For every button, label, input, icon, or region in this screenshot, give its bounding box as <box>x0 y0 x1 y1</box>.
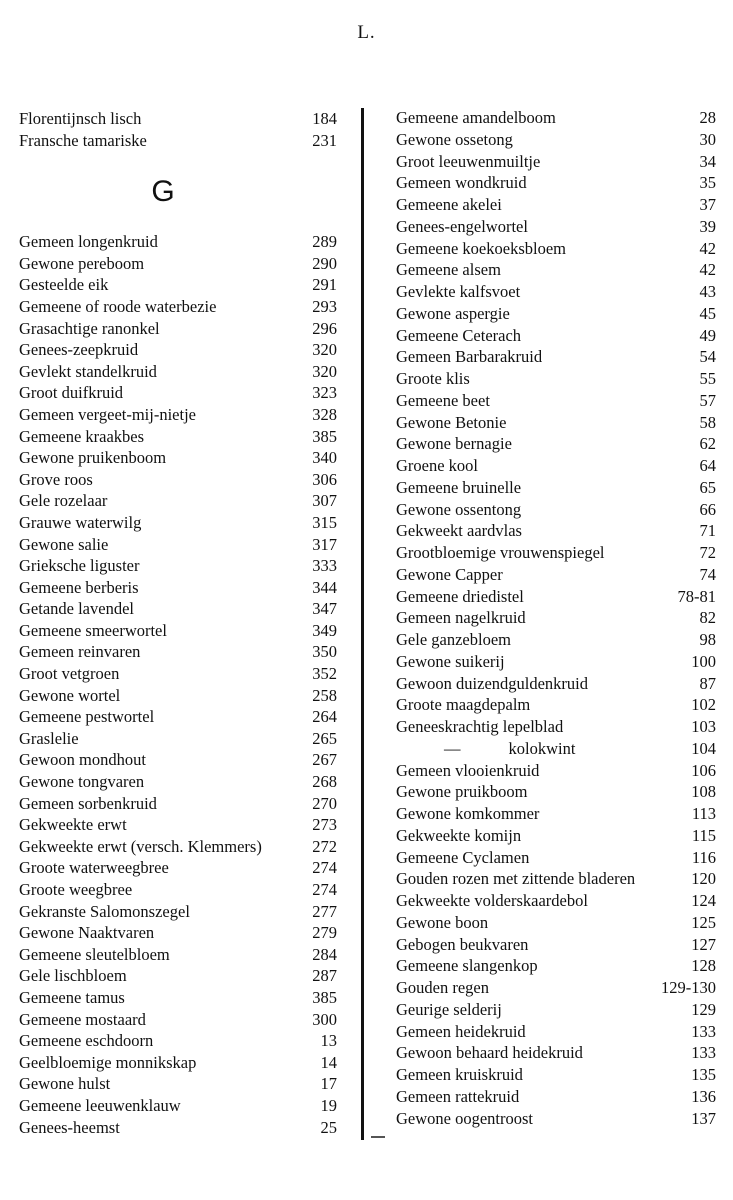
index-entry <box>19 988 337 1010</box>
index-entry <box>19 880 337 902</box>
index-entry <box>19 405 337 427</box>
entry-page-number: 129 <box>691 999 716 1019</box>
entry-page-number: 42 <box>699 238 716 258</box>
entry-term: Gekranste Salomonszegel <box>19 901 190 921</box>
entry-term: Gemeene amandelboom <box>396 108 556 127</box>
index-entry <box>19 1096 337 1118</box>
entry-term: Gemeene leeuwenklauw <box>19 1095 181 1115</box>
entry-term: Gouden rozen met zittende bladeren <box>396 869 636 889</box>
entry-term: Gewone pruikenboom <box>19 448 167 468</box>
entry-page-number: 124 <box>691 891 716 910</box>
entry-page-number: 17 <box>320 1074 337 1094</box>
index-entry <box>396 935 716 957</box>
index-entry <box>19 729 337 751</box>
index-entry <box>396 108 716 130</box>
index-entry <box>19 275 337 297</box>
entry-page-number: 284 <box>312 944 337 964</box>
entry-term: Graslelie <box>19 728 79 748</box>
entry-term: Gewone pruikboom <box>396 782 528 802</box>
index-entry <box>396 369 716 391</box>
entry-page-number: 290 <box>312 253 337 273</box>
index-entry <box>396 1043 716 1065</box>
entry-term: Fransche tamariske <box>19 130 147 150</box>
entry-term: Gemeene pestwortel <box>19 707 155 727</box>
index-entry <box>396 217 716 239</box>
entry-page-number: 25 <box>320 1117 337 1137</box>
entry-term: Gewone bernagie <box>396 434 512 454</box>
index-entry <box>396 978 716 1000</box>
entry-term: Gele rozelaar <box>19 491 108 511</box>
entry-page-number: 35 <box>699 173 716 193</box>
entry-page-number: 385 <box>312 987 337 1007</box>
entry-page-number: 45 <box>699 303 716 323</box>
entry-page-number: 57 <box>699 390 716 410</box>
entry-page-number: 58 <box>699 412 716 432</box>
entry-term: Gesteelde eik <box>19 275 109 295</box>
entry-term: Groot duifkruid <box>19 383 124 403</box>
entry-term: Geneeskrachtig lepelblad <box>396 717 564 736</box>
entry-page-number: 333 <box>312 556 337 576</box>
index-entry <box>396 608 716 630</box>
index-entry <box>19 1074 337 1096</box>
entry-term-group <box>396 739 691 759</box>
entry-page-number: 78-81 <box>677 586 716 606</box>
entry-page-number: 113 <box>691 804 716 823</box>
entry-term: Gemeene slangenkop <box>396 956 538 976</box>
entry-term: Groote klis <box>396 369 470 388</box>
entry-page-number: 135 <box>691 1065 716 1084</box>
entry-term: Gewone ossetong <box>396 129 513 149</box>
entry-term: Groot leeuwenmuiltje <box>396 151 541 171</box>
index-column-left <box>19 109 337 1139</box>
entry-term: Gemeen vergeet-mij-nietje <box>19 404 196 424</box>
entry-term: Gewone ossentong <box>396 499 522 519</box>
index-entry <box>396 282 716 304</box>
index-entry <box>19 297 337 319</box>
entry-page-number: 65 <box>699 477 716 497</box>
index-entry <box>396 848 716 870</box>
index-entry <box>19 750 337 772</box>
index-entry <box>396 413 716 435</box>
entry-page-number: 37 <box>699 195 716 214</box>
entry-term: Gemeene driedistel <box>396 586 524 606</box>
entry-page-number: 39 <box>699 216 716 236</box>
entry-page-number: 137 <box>691 1108 716 1128</box>
entry-page-number: 320 <box>312 361 337 381</box>
entry-page-number: 323 <box>312 383 337 403</box>
entry-page-number: 34 <box>699 151 716 171</box>
entry-term: Gemeene mostaard <box>19 1009 146 1029</box>
entry-page-number: 274 <box>312 880 337 899</box>
entry-term: Gemeene akelei <box>396 195 502 214</box>
index-entry <box>396 652 716 674</box>
index-entry <box>19 945 337 967</box>
entry-page-number: 317 <box>312 534 337 554</box>
entry-page-number: 116 <box>691 847 716 867</box>
entry-term: Gekweekt aardvlas <box>396 521 522 541</box>
index-entry <box>396 1000 716 1022</box>
entry-term: Gemeen vlooienkruid <box>396 760 540 780</box>
entry-term: Gouden regen <box>396 978 490 997</box>
index-entry <box>19 232 337 254</box>
entry-page-number: 128 <box>691 956 716 976</box>
index-entry <box>396 195 716 217</box>
entry-page-number: 291 <box>312 275 337 295</box>
entry-term: Gemeene koekoeksbloem <box>396 238 566 258</box>
entry-page-number: 87 <box>699 673 716 693</box>
entry-page-number: 279 <box>312 923 337 943</box>
entry-term: Gewone salie <box>19 534 109 554</box>
entry-page-number: 272 <box>312 836 337 856</box>
entry-term: Gemeen rattekruid <box>396 1086 520 1106</box>
index-entry <box>19 837 337 859</box>
index-entry <box>19 362 337 384</box>
index-entry <box>396 152 716 174</box>
divider-foot-mark <box>371 1136 385 1138</box>
index-entry <box>19 109 337 131</box>
index-entry <box>19 535 337 557</box>
entry-page-number: 340 <box>312 448 337 468</box>
entry-page-number: 120 <box>691 869 716 889</box>
entry-page-number: 127 <box>691 934 716 954</box>
entry-term: Genees-zeepkruid <box>19 340 139 360</box>
entry-term: Gewone komkommer <box>396 804 540 823</box>
entry-term: Groote maagdepalm <box>396 695 531 715</box>
entry-term: Groote waterweegbree <box>19 858 169 878</box>
entry-term: Gemeene eschdoorn <box>19 1031 154 1051</box>
entry-term: Gewoon mondhout <box>19 750 146 770</box>
entry-term: Gewone Naaktvaren <box>19 923 155 943</box>
entry-page-number: 42 <box>699 260 716 280</box>
entry-page-number: 14 <box>320 1052 337 1072</box>
page-header: L. <box>357 22 376 43</box>
entry-term: Gemeen Barbarakruid <box>396 347 543 367</box>
entry-term: Gele ganzebloem <box>396 630 511 649</box>
entry-term: Geurige selderij <box>396 999 502 1019</box>
index-entry <box>396 826 716 848</box>
entry-page-number: 385 <box>312 426 337 446</box>
index-entry <box>396 674 716 696</box>
index-entry <box>19 578 337 600</box>
entry-page-number: 98 <box>699 630 716 649</box>
index-entry <box>396 695 716 717</box>
index-entry <box>19 664 337 686</box>
entry-page-number: 115 <box>691 825 716 845</box>
entry-term: Gemeene Ceterach <box>396 325 522 345</box>
index-column-right <box>396 108 716 1130</box>
entry-term: Gewone oogentroost <box>396 1108 534 1128</box>
index-entry <box>19 966 337 988</box>
index-entry <box>396 391 716 413</box>
entry-term: Gemeene of roode waterbezie <box>19 296 217 316</box>
entry-page-number: 129-130 <box>661 978 716 997</box>
entry-page-number: 231 <box>312 130 337 150</box>
index-entry <box>396 869 716 891</box>
index-entry <box>396 565 716 587</box>
entry-term: Grauwe waterwilg <box>19 512 142 532</box>
entry-term: Gevlekte kalfsvoet <box>396 282 521 301</box>
index-entry <box>396 1087 716 1109</box>
index-entry <box>396 500 716 522</box>
entry-term: Genees-engelwortel <box>396 216 528 236</box>
entry-page-number: 125 <box>691 912 716 932</box>
entry-page-number: 30 <box>699 129 716 149</box>
index-entry <box>396 1065 716 1087</box>
index-entry <box>396 434 716 456</box>
entry-term: Gewone pereboom <box>19 253 145 273</box>
index-entry <box>396 956 716 978</box>
entry-page-number: 71 <box>699 521 716 541</box>
entry-term: Grieksche liguster <box>19 556 140 576</box>
index-entry <box>19 1053 337 1075</box>
entry-term: Gemeen kruiskruid <box>396 1065 523 1084</box>
entry-page-number: 344 <box>312 577 337 597</box>
entry-page-number: 267 <box>312 750 337 770</box>
index-entry <box>19 815 337 837</box>
index-entry <box>396 304 716 326</box>
entry-page-number: 347 <box>312 599 337 619</box>
entry-term: Gemeene Cyclamen <box>396 847 530 867</box>
index-entry <box>19 254 337 276</box>
entry-term: Gewone wortel <box>19 685 121 705</box>
index-entry <box>19 340 337 362</box>
entry-page-number: 104 <box>691 738 716 758</box>
entry-page-number: 54 <box>699 347 716 367</box>
index-entry <box>19 427 337 449</box>
index-entry <box>396 347 716 369</box>
entry-term: Gemeene alsem <box>396 260 501 280</box>
index-entry <box>396 543 716 565</box>
entry-term: Gewone boon <box>396 912 489 932</box>
entry-term: Groote weegbree <box>19 880 133 899</box>
index-entry <box>396 630 716 652</box>
entry-page-number: 103 <box>691 717 716 736</box>
index-entry <box>19 556 337 578</box>
entry-term: Grasachtige ranonkel <box>19 318 160 338</box>
entry-page-number: 133 <box>691 1043 716 1063</box>
entry-term: Getande lavendel <box>19 599 134 619</box>
index-entry <box>19 621 337 643</box>
entry-term: Gewone Capper <box>396 564 503 584</box>
entry-page-number: 264 <box>312 707 337 727</box>
entry-term: Gemeene sleutelbloem <box>19 944 170 964</box>
entry-term: Gemeene smeerwortel <box>19 620 167 640</box>
entry-term: Gewoon duizendguldenkruid <box>396 673 588 693</box>
entry-page-number: 293 <box>312 296 337 316</box>
entry-page-number: 184 <box>312 109 337 128</box>
index-entry <box>396 804 716 826</box>
entry-term: Gemeen wondkruid <box>396 173 527 193</box>
entry-term: Gemeene beet <box>396 390 490 410</box>
entry-page-number: 296 <box>312 318 337 338</box>
index-entry <box>19 491 337 513</box>
section-letter: G <box>151 175 175 209</box>
index-entry <box>396 521 716 543</box>
entry-term: Gemeen heidekruid <box>396 1021 526 1041</box>
index-entry <box>19 686 337 708</box>
entry-term: Gemeene tamus <box>19 987 125 1007</box>
entry-page-number: 62 <box>699 434 716 454</box>
entry-term: Gemeen longenkruid <box>19 232 158 252</box>
entry-term: Gewone Betonie <box>396 412 507 432</box>
entry-term: Geelbloemige monnikskap <box>19 1052 197 1072</box>
entry-term: Gele lischbloem <box>19 966 127 986</box>
entry-page-number: 273 <box>312 815 337 835</box>
entry-term: Gekweekte erwt <box>19 815 127 835</box>
entry-page-number: 306 <box>312 469 337 489</box>
index-entry <box>396 1022 716 1044</box>
index-entry <box>396 587 716 609</box>
index-entry <box>396 130 716 152</box>
entry-page-number: 108 <box>691 782 716 802</box>
index-entry <box>396 239 716 261</box>
entry-page-number: 320 <box>312 340 337 360</box>
entry-term: Gemeen nagelkruid <box>396 608 526 628</box>
index-entry <box>19 131 337 153</box>
entry-term: Gekweekte erwt (versch. Klemmers) <box>19 836 262 856</box>
entry-page-number: 19 <box>320 1095 337 1115</box>
entry-page-number: 270 <box>312 793 337 813</box>
entry-page-number: 315 <box>312 512 337 532</box>
index-entry <box>396 1109 716 1131</box>
entry-page-number: 106 <box>691 760 716 780</box>
entry-term: Grove roos <box>19 469 93 489</box>
entry-page-number: 28 <box>699 108 716 127</box>
entry-page-number: 265 <box>312 728 337 748</box>
index-entry <box>19 642 337 664</box>
entry-page-number: 102 <box>691 695 716 715</box>
entry-page-number: 289 <box>312 232 337 252</box>
index-entry <box>19 1031 337 1053</box>
entry-page-number: 300 <box>312 1009 337 1029</box>
entry-page-number: 268 <box>312 772 337 792</box>
entry-term: Gebogen beukvaren <box>396 934 529 954</box>
entry-term: Groot vetgroen <box>19 664 120 684</box>
entry-page-number: 277 <box>312 901 337 921</box>
entry-page-number: 328 <box>312 404 337 424</box>
index-entry <box>396 739 716 761</box>
index-entry <box>19 513 337 535</box>
entry-page-number: 133 <box>691 1021 716 1041</box>
ditto-dash: — <box>444 738 461 758</box>
entry-page-number: 350 <box>312 642 337 662</box>
entry-page-number: 64 <box>699 456 716 475</box>
entry-page-number: 352 <box>312 664 337 684</box>
index-entry <box>19 383 337 405</box>
entry-page-number: 74 <box>699 564 716 584</box>
index-entry <box>19 319 337 341</box>
index-entry <box>396 478 716 500</box>
entry-page-number: 136 <box>691 1086 716 1106</box>
index-entry <box>19 902 337 924</box>
entry-page-number: 49 <box>699 325 716 345</box>
section-heading <box>19 152 337 232</box>
entry-page-number: 100 <box>691 651 716 671</box>
index-entry <box>19 858 337 880</box>
entry-term: Gemeene bruinelle <box>396 477 522 497</box>
entry-term: Gewoon behaard heidekruid <box>396 1043 583 1063</box>
entry-page-number: 274 <box>312 858 337 878</box>
index-entry <box>396 260 716 282</box>
entry-term: Groene kool <box>396 456 479 475</box>
entry-term: Gewone tongvaren <box>19 772 145 792</box>
entry-term: Gemeen sorbenkruid <box>19 793 157 813</box>
entry-term: Genees-heemst <box>19 1117 120 1137</box>
entry-term: Grootbloemige vrouwenspiegel <box>396 543 605 562</box>
entry-term: Florentijnsch lisch <box>19 109 142 128</box>
index-entry <box>19 794 337 816</box>
entry-page-number: 66 <box>699 499 716 519</box>
index-entry <box>396 913 716 935</box>
entry-term: Gemeene kraakbes <box>19 426 145 446</box>
index-entry <box>396 326 716 348</box>
index-entry <box>396 717 716 739</box>
entry-page-number: 258 <box>312 685 337 705</box>
index-entry <box>19 923 337 945</box>
entry-page-number: 307 <box>312 491 337 511</box>
entry-page-number: 55 <box>699 369 716 388</box>
entry-term: Gewone suikerij <box>396 651 505 671</box>
entry-page-number: 43 <box>699 282 716 301</box>
entry-page-number: 13 <box>320 1031 337 1051</box>
entry-term: Gekweekte volderskaardebol <box>396 891 588 910</box>
entry-page-number: 349 <box>312 620 337 640</box>
index-entry <box>19 772 337 794</box>
entry-term: kolokwint <box>508 738 576 758</box>
index-entry <box>19 599 337 621</box>
index-entry <box>396 456 716 478</box>
entry-term: Gekweekte komijn <box>396 825 522 845</box>
index-entry <box>396 891 716 913</box>
index-entry <box>396 761 716 783</box>
index-entry <box>19 1010 337 1032</box>
index-entry <box>19 470 337 492</box>
entry-page-number: 287 <box>312 966 337 986</box>
entry-page-number: 72 <box>699 543 716 562</box>
column-divider <box>361 108 364 1140</box>
index-entry <box>19 707 337 729</box>
entry-term: Gewone aspergie <box>396 303 510 323</box>
index-entry <box>19 448 337 470</box>
entry-term: Gemeen reinvaren <box>19 642 141 662</box>
entry-page-number: 82 <box>699 608 716 628</box>
entry-term: Gevlekt standelkruid <box>19 361 157 381</box>
index-entry <box>396 173 716 195</box>
index-entry <box>19 1118 337 1140</box>
index-entry <box>396 782 716 804</box>
entry-term: Gemeene berberis <box>19 577 139 597</box>
entry-term: Gewone hulst <box>19 1074 111 1094</box>
